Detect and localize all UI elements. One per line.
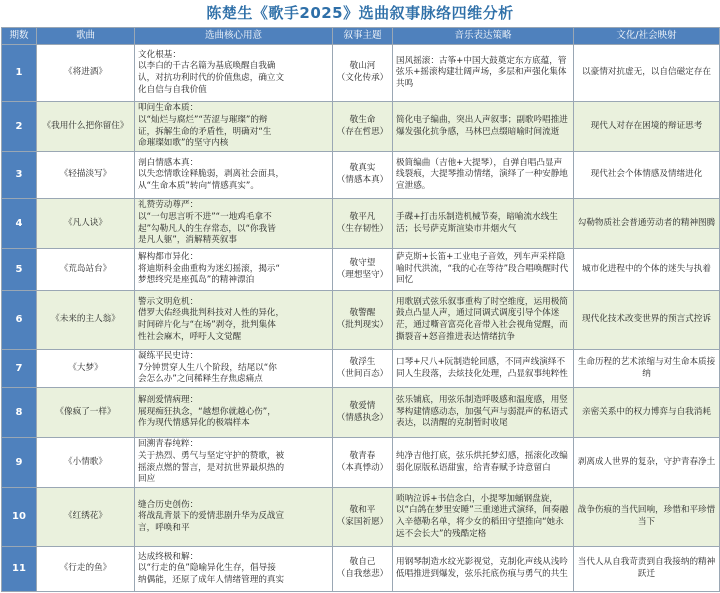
narrative-theme-line: （本真悸动）	[336, 462, 389, 473]
music-strategy: 极简编曲（吉他+大提琴），自弹自唱凸显声线裂痕，大提琴推动情绪，演绎了一种安静地宣泄感。	[393, 152, 574, 199]
table-row	[2, 488, 720, 547]
table-row	[2, 45, 720, 102]
core-intent-line: 凝练平民史诗：	[138, 351, 199, 362]
narrative-theme-line: 敬平凡	[349, 211, 376, 222]
issue-number: 4	[2, 199, 37, 249]
narrative-theme-line: 敬守望	[349, 257, 376, 268]
core-intent-line: 关于热烈、勇气与坚定守护的赞歌，被	[138, 450, 285, 461]
issue-number: 10	[2, 488, 37, 547]
issue-number: 7	[2, 350, 37, 388]
header-cell: 歌曲	[37, 28, 135, 45]
core-intent-line: 以“灿烂与腐烂”“苦涩与璀璨”的辩	[138, 114, 268, 125]
core-intent-line: 性社会麻木，呼吁人文觉醒	[138, 331, 242, 342]
song-title: 《凡人诀》	[37, 199, 135, 249]
music-strategy: 用歌剧式弦乐叙事重构了时空维度，运用极简鼓点凸显人声，通过同调式调度引导个体迷茫，通过嘶音富亮化音带入社会视角觉醒，而撕裂音+怒音推进表达情绪抗争	[393, 291, 574, 350]
core-intent-line: 命璀璨如歌”的坚守内核	[138, 138, 229, 149]
core-intent-cell	[135, 350, 333, 388]
core-intent-cell	[135, 388, 333, 438]
issue-number: 1	[2, 45, 37, 102]
core-intent-cell	[135, 291, 333, 350]
core-intent-line: 作为现代情感异化的极端样本	[138, 418, 250, 429]
song-title: 《我用什么把你留住》	[37, 102, 135, 152]
narrative-theme-cell	[333, 152, 393, 199]
narrative-theme-cell	[333, 547, 393, 592]
issue-number: 11	[2, 547, 37, 592]
table-row	[2, 388, 720, 438]
header-cell: 文化/社会映射	[574, 28, 720, 45]
header-cell: 音乐表达策略	[393, 28, 574, 45]
core-intent-cell	[135, 45, 333, 102]
cultural-mapping: 当代人从自我苛责到自我接纳的精神跃迁	[574, 547, 720, 592]
song-title: 《未来的主人翁》	[37, 291, 135, 350]
narrative-theme-line: （理想坚守）	[336, 269, 389, 280]
table-row	[2, 152, 720, 199]
core-intent-line: 以“行走的鱼”隐喻异化生存，倡导接	[138, 563, 276, 574]
core-intent-line: 摇滚点燃的誓言，是对抗世界最炽热的	[138, 462, 285, 473]
core-intent-line: 以李白的千古名篇为基底唤醒自我确	[138, 61, 276, 72]
cultural-mapping: 生命历程的艺术浓缩与对生命本质接纳	[574, 350, 720, 388]
core-intent-line: 以“一句思言听不进”“一地鸡毛拿不	[138, 211, 272, 222]
cultural-mapping: 战争伤痕的当代回响，珍惜和平珍惜当下	[574, 488, 720, 547]
narrative-theme-cell	[333, 102, 393, 152]
table-row	[2, 547, 720, 592]
issue-number: 6	[2, 291, 37, 350]
narrative-theme-line: （生存韧性）	[336, 223, 389, 234]
song-title: 《荒岛站台》	[37, 249, 135, 291]
narrative-theme-line: 敬爱情	[349, 400, 376, 411]
table-row	[2, 291, 720, 350]
narrative-theme-line: （世间百态）	[336, 368, 389, 379]
core-intent-line: 达成终极和解：	[138, 551, 199, 562]
narrative-theme-line: 敬生命	[349, 114, 376, 125]
narrative-theme-line: （情感执念）	[336, 412, 389, 423]
cultural-mapping: 勾勒物质社会普通劳动者的精神图腾	[574, 199, 720, 249]
cultural-mapping: 现代社会个体情感及情绪进化	[574, 152, 720, 199]
core-intent-cell	[135, 199, 333, 249]
narrative-theme-line: （存在哲思）	[336, 126, 389, 137]
narrative-theme-line: （批判现实）	[336, 320, 389, 330]
music-strategy: 唢呐泣诉+书信念白，小提琴加蛹钢盘旋，以“白鸽在梦里安睡”三重递进式演绎，间奏融入辛德勒名单，将少女的稻田守望推向“她永远不会长大”的残酷定格	[393, 488, 574, 547]
core-intent-line: 文化根基：	[138, 49, 181, 60]
song-title: 《红绣花》	[37, 488, 135, 547]
narrative-theme-line: 敬青春	[349, 450, 376, 461]
core-intent-cell	[135, 547, 333, 592]
core-intent-line: 回应	[138, 474, 156, 485]
page-title: 陈楚生《歌手2025》选曲叙事脉络四维分析	[206, 4, 514, 22]
table-row	[2, 249, 720, 291]
cultural-mapping: 城市化进程中的个体的迷失与执着	[574, 249, 720, 291]
core-intent-line: 会怎么办”之问稀释生存焦虑痛点	[138, 374, 263, 385]
core-intent-cell	[135, 249, 333, 291]
song-title: 《大梦》	[37, 350, 135, 388]
narrative-theme-cell	[333, 249, 393, 291]
cultural-mapping: 以豪情对抗虚无，以自信磁定存在	[574, 45, 720, 102]
issue-number: 9	[2, 438, 37, 488]
narrative-theme-cell	[333, 388, 393, 438]
core-intent-line: 证，拆解生命的矛盾性，明确对“生	[138, 126, 272, 137]
header-cell: 叙事主题	[333, 28, 393, 45]
narrative-theme-line: （文化传承）	[336, 73, 389, 83]
cultural-mapping: 现代人对存在困境的辩证思考	[574, 102, 720, 152]
narrative-theme-line: 敬和平	[349, 505, 376, 516]
core-intent-line: 时间碎片化与“在场”剥夺，批判集体	[138, 320, 276, 330]
core-intent-line: 回溯青春纯粹：	[138, 439, 199, 450]
core-intent-line: 将战乱背景下的爱情悲剧升华为反战宣	[138, 511, 285, 522]
core-intent-line: 言，呼唤和平	[138, 522, 190, 533]
table-row	[2, 438, 720, 488]
core-intent-line: 警示文明危机：	[138, 296, 199, 307]
song-title: 《行走的鱼》	[37, 547, 135, 592]
song-title: 《轻描淡写》	[37, 152, 135, 199]
core-intent-line: 梦想终究是座孤岛”的精神漂泊	[138, 275, 255, 286]
table-body	[2, 45, 720, 592]
issue-number: 3	[2, 152, 37, 199]
narrative-theme-cell	[333, 45, 393, 102]
core-intent-line: 解剖爱情病理：	[138, 395, 199, 406]
core-intent-line: 叩问生命本质：	[138, 103, 199, 114]
issue-number: 8	[2, 388, 37, 438]
narrative-theme-line: 敬山河	[349, 61, 376, 72]
narrative-theme-cell	[333, 199, 393, 249]
cultural-mapping: 亲密关系中的权力博弈与自我消耗	[574, 388, 720, 438]
core-intent-line: 展现痴狂执念，“越想你就越心伤”，	[138, 406, 276, 417]
cultural-mapping: 现代化技术改变世界的预言式控诉	[574, 291, 720, 350]
table-row	[2, 199, 720, 249]
cultural-mapping: 剥离成人世界的复杂，守护青春净土	[574, 438, 720, 488]
core-intent-line: 7分钟贯穿人生八个阶段，结尾以“你	[138, 362, 277, 373]
song-title: 《小情歌》	[37, 438, 135, 488]
narrative-theme-cell	[333, 488, 393, 547]
music-strategy: 国风摇滚：古筝+中国大鼓奠定东方底蕴，管弦乐+摇滚构建壮阔声场，多层和声强化集体共鸣	[393, 45, 574, 102]
music-strategy: 弦乐铺底，用弦乐制造呼吸感和温度感，用竖琴构建情感动态，加强气声与弱混声的私语式表达，以清醒的克制暂时收尾	[393, 388, 574, 438]
narrative-theme-line: （自我慈悲）	[336, 569, 389, 579]
narrative-theme-line: 敬浮生	[349, 356, 376, 367]
issue-number: 5	[2, 249, 37, 291]
song-title: 《将进酒》	[37, 45, 135, 102]
core-intent-cell	[135, 438, 333, 488]
music-strategy: 手碟+打击乐制造机械节奏，暗喻流水线生活；长号萨克斯渲染市井烟火气	[393, 199, 574, 249]
song-title: 《像疯了一样》	[37, 388, 135, 438]
narrative-theme-cell	[333, 350, 393, 388]
core-intent-line: 缝合历史创伤：	[138, 499, 199, 510]
core-intent-line: 解构都市异化：	[138, 252, 199, 263]
narrative-theme-line: 敬自己	[349, 557, 376, 568]
narrative-theme-line: 敬真实	[349, 163, 376, 174]
narrative-theme-line: 敬警醒	[349, 308, 376, 319]
core-intent-line: 从“生命本质”转向“情感真实”。	[138, 180, 259, 191]
core-intent-cell	[135, 152, 333, 199]
core-intent-cell	[135, 102, 333, 152]
issue-number: 2	[2, 102, 37, 152]
music-strategy: 简化电子编曲，突出人声叙事；副歌吟唱推进爆发强化抗争感，马林巴点缀暗喻时间流逝	[393, 102, 574, 152]
table-row	[2, 102, 720, 152]
core-intent-line: 起”勾勒凡人的生存常态，以“你我皆	[138, 223, 276, 234]
core-intent-line: 将迪斯科金曲重构为迷幻摇滚，揭示“	[138, 263, 280, 274]
narrative-theme-cell	[333, 291, 393, 350]
narrative-theme-cell	[333, 438, 393, 488]
music-strategy: 萨克斯+长笛+工业电子音效，列车声采样隐喻时代洪流，“我的心在等待”段合唱唤醒时代回忆	[393, 249, 574, 291]
core-intent-line: 借罗大佑经典批判科技对人性的异化，	[138, 308, 285, 319]
core-intent-line: 剖白情感本真：	[138, 157, 199, 168]
analysis-table	[1, 27, 720, 592]
core-intent-line: 是凡人躯”，消解精英叙事	[138, 235, 237, 246]
core-intent-line: 礼赞劳动尊严：	[138, 200, 199, 211]
music-strategy: 纯净吉他打底，弦乐烘托梦幻感，摇滚化改编弱化原版私语甜蜜，给青春赋予诗意留白	[393, 438, 574, 488]
core-intent-line: 化自信与自我价值	[138, 84, 207, 95]
header-cell: 期数	[2, 28, 37, 45]
core-intent-cell	[135, 488, 333, 547]
header-row	[2, 28, 720, 45]
core-intent-line: 纳偶能，还原了成年人情绪管理的真实	[138, 574, 285, 585]
music-strategy: 口琴+尺八+阮制造轮回感，不同声线演绎不同人生段落，去炫技化处理，凸显叙事纯粹性	[393, 350, 574, 388]
core-intent-line: 认，对抗功利时代的价值焦虑，确立文	[138, 73, 285, 83]
table-row	[2, 350, 720, 388]
narrative-theme-line: （家国祈愿）	[336, 517, 389, 527]
core-intent-line: 以失恋情歌诠释脆弱，剥离社会面具，	[138, 169, 285, 180]
header-cell: 选曲核心用意	[135, 28, 333, 45]
narrative-theme-line: （情感本真）	[336, 175, 389, 185]
music-strategy: 用钢琴制造水纹光影视觉，克制化声线从浅吟低唱推进到爆发，弦乐托底伤痕与勇气的共生	[393, 547, 574, 592]
